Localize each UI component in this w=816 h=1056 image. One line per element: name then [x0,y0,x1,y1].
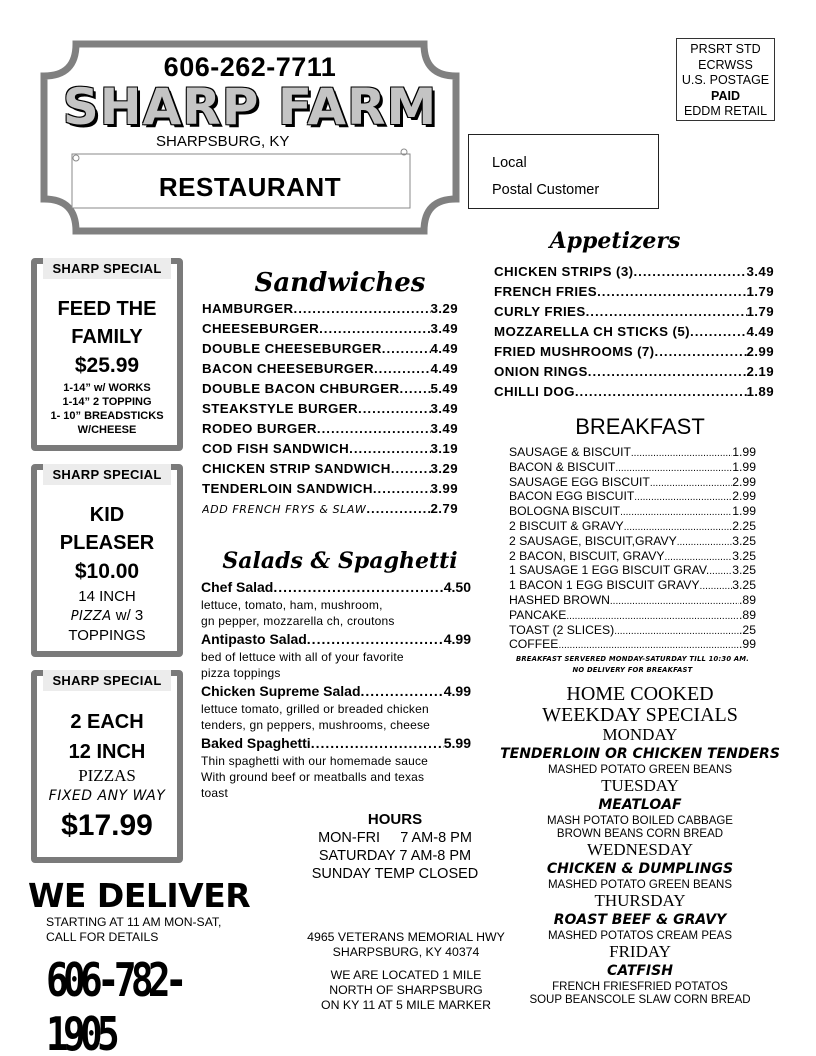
item-name: CHEESEBURGER [202,321,320,336]
item-price: 1.89 [746,384,774,399]
menu-item [494,304,774,324]
leader-dots [311,735,444,751]
leader-dots [358,401,430,416]
menu-item [509,637,756,652]
leader-dots [588,364,747,379]
item-name: DOUBLE BACON CHBURGER [202,381,400,396]
desc-line: With ground beef or meatballs and texas [201,770,425,784]
day-sides: MASHED POTATO GREEN BEANS [547,879,733,891]
special-title: PLEASER [59,532,155,554]
item-price: .25 [739,622,756,637]
menu-item [509,608,756,623]
item-price: .89 [739,607,756,622]
postage-line: PAID [711,88,740,103]
special-detail: 1- 10” BREADSTICKS [50,410,164,422]
salad-item [201,735,471,753]
menu-item [202,501,458,521]
day-dish: MEATLOAF [598,797,682,813]
delivery-block [28,876,298,1056]
addressee-line: Postal Customer [492,182,600,198]
item-price: 2.99 [732,474,756,489]
day-sides: MASH POTATO BOILED CABBAGE [547,815,733,827]
special-detail [37,606,177,626]
item-name: 1 SAUSAGE 1 EGG BISCUIT GRAV. [509,563,710,578]
leader-dots [294,301,431,316]
leader-dots [677,537,733,548]
desc-line: Thin spaghetti with our homemade sauce [201,754,429,768]
salads-list [201,579,471,803]
menu-item [509,445,756,460]
leader-dots [400,381,431,396]
menu-item [202,481,458,501]
leader-dots [700,581,733,592]
item-price: 3.25 [732,533,756,548]
item-price: 4.50 [443,579,471,595]
item-price: 2.79 [430,501,458,516]
hours-block [290,810,500,883]
special-title: 2 EACH [70,711,144,733]
item-name: CHILLI DOG [494,384,575,399]
leader-dots [374,361,431,376]
addressee-box [468,134,659,209]
item-price: 3.29 [430,301,458,316]
day-dish: TENDERLOIN OR CHICKEN TENDERS [500,746,780,762]
leader-dots [361,683,444,699]
weekday-heading: WEEKDAY SPECIALS [542,704,738,726]
item-price: 1.99 [732,504,756,519]
item-name: BOLOGNA BISCUIT [509,504,621,519]
menu-item [494,284,774,304]
salads-heading: Salads & Spaghetti [222,548,458,574]
postage-line: U.S. POSTAGE [681,73,770,87]
item-name: ONION RINGS [494,364,588,379]
salad-item [201,683,471,701]
leader-dots [597,284,746,299]
day-sides: FRENCH FRIESFRIED POTATOS [552,981,728,993]
special-detail-italic: PIZZA [70,609,112,624]
menu-item [494,264,774,284]
menu-item [202,441,458,461]
addressee-line: Local [492,155,527,171]
day-label: TUESDAY [601,776,679,795]
special-price: $10.00 [74,560,140,583]
item-name: HAMBURGER [202,301,294,316]
item-price: 3.49 [430,401,458,416]
item-price: 5.49 [430,381,458,396]
menu-item [202,321,458,341]
item-price: 4.49 [746,324,774,339]
address-line: 4965 VETERANS MEMORIAL HWY [307,930,505,944]
special-tag: SHARP SPECIAL [43,464,171,485]
leader-dots [319,321,430,336]
postage-line: PRSRT STD [690,42,761,56]
day-sides: MASHED POTATOS CREAM PEAS [547,930,733,942]
leader-dots [709,566,732,577]
salad-item [201,579,471,597]
leader-dots [620,507,732,518]
address-line: SHARPSBURG, KY 40374 [332,945,480,959]
leader-dots [373,481,431,496]
special-detail: 14 INCH [78,588,136,605]
menu-item [509,549,756,564]
special-title: 12 INCH [68,741,146,763]
special-detail: PIZZAS [78,766,136,785]
special-title: KID [89,504,125,526]
weekday-specials [490,684,790,1007]
item-name: PANCAKE [509,607,567,622]
day-label: WEDNESDAY [586,840,694,859]
delivery-subtitle: CALL FOR DETAILS [46,930,159,944]
item-name: BACON EGG BISCUIT [509,489,635,504]
breakfast-note: NO DELIVERY FOR BREAKFAST [572,666,693,675]
item-name: CHICKEN STRIP SANDWICH [202,461,391,476]
header-city: SHARPSBURG, KY [156,133,290,150]
item-price: 4.99 [443,683,471,699]
menu-item [202,361,458,381]
item-price: 1.99 [732,445,756,459]
leader-dots [624,522,733,533]
special-title: FAMILY [71,326,143,348]
item-price: 2.99 [732,489,756,504]
menu-item [509,623,756,638]
menu-item [509,578,756,593]
menu-item [509,593,756,608]
delivery-subtitle: STARTING AT 11 AM MON-SAT, [46,915,222,929]
postage-line: EDDM RETAIL [683,104,768,118]
menu-item [494,384,774,404]
item-price: 3.19 [430,441,458,456]
item-price: 3.49 [746,264,774,279]
menu-item [509,534,756,549]
item-price: 3.25 [732,563,756,578]
item-price: .89 [739,592,756,607]
item-name: Baked Spaghetti [201,735,311,751]
item-name: STEAKSTYLE BURGER [202,401,359,416]
special-feed-the-family [31,258,183,451]
menu-item [494,324,774,344]
item-price: 3.29 [430,461,458,476]
special-two-pizzas [31,670,183,863]
desc-line: lettuce, tomato, ham, mushroom, [201,598,383,612]
special-title: FEED THE [57,298,157,320]
item-name: TENDERLOIN SANDWICH [202,481,373,496]
item-price: 5.99 [443,735,471,751]
special-tag: SHARP SPECIAL [43,670,171,691]
header-sign [40,40,460,235]
leader-dots [655,344,747,359]
item-name: TOAST (2 SLICES) [509,622,615,637]
item-name: HASHED BROWN [509,592,610,607]
day-sides: BROWN BEANS CORN BREAD [556,828,724,840]
item-name: 2 BISCUIT & GRAVY [509,518,624,533]
special-price: $25.99 [74,354,140,377]
item-name: FRENCH FRIES [494,284,598,299]
location-line: WE ARE LOCATED 1 MILE [330,968,482,982]
hours-line: SUNDAY TEMP CLOSED [311,866,479,882]
menu-item [494,364,774,384]
item-price: 4.49 [430,361,458,376]
item-name: CURLY FRIES [494,304,586,319]
weekday-heading: HOME COOKED [566,683,714,705]
leader-dots [615,463,732,474]
item-price: 1.79 [746,284,774,299]
leader-dots [349,441,430,456]
leader-dots [665,552,733,563]
item-name: 2 SAUSAGE, BISCUIT,GRAVY [509,533,677,548]
special-detail: 1-14” 2 TOPPING [62,396,152,408]
special-kid-pleaser [31,464,183,657]
item-price: 2.99 [746,344,774,359]
hours-line: MON-FRI 7 AM-8 PM [318,830,472,846]
leader-dots [634,492,732,503]
breakfast-note: BREAKFAST SERVERED MONDAY-SATURDAY TILL 10:30 AM. [515,655,750,664]
sandwiches-list [202,301,458,521]
day-label: FRIDAY [609,942,671,961]
item-name: CHICKEN STRIPS (3) [494,264,634,279]
item-price: 4.49 [430,341,458,356]
salad-item [201,631,471,649]
menu-item [509,519,756,534]
special-detail: TOPPINGS [68,627,146,644]
item-name: BACON & BISCUIT [509,459,616,474]
item-description [201,753,471,801]
item-price: .99 [739,637,756,652]
appetizers-list [494,264,774,404]
breakfast-list [509,445,756,676]
item-name: ADD FRENCH FRYS & SLAW [202,503,367,516]
appetizers-heading: Appetizers [549,228,681,254]
leader-dots [391,461,431,476]
menu-item [202,421,458,441]
item-name: BACON CHEESEBURGER [202,361,374,376]
item-price: 1.99 [732,459,756,474]
item-name: Chef Salad [201,579,274,595]
item-name: Antipasto Salad [201,631,307,647]
postage-indicia [676,38,775,121]
leader-dots [273,579,443,595]
special-detail-rest: w/ 3 [111,607,144,624]
menu-item [202,381,458,401]
menu-item [509,460,756,475]
item-name: DOUBLE CHEESEBURGER [202,341,382,356]
delivery-phone[interactable]: 606-782-1905 [46,953,182,1056]
day-sides: SOUP BEANSCOLE SLAW CORN BREAD [529,994,751,1006]
item-name: SAUSAGE EGG BISCUIT [509,474,650,489]
item-name: COD FISH SANDWICH [202,441,350,456]
item-name: FRIED MUSHROOMS (7) [494,344,655,359]
menu-item [509,489,756,504]
menu-item [509,563,756,578]
leader-dots [650,478,732,489]
item-price: 3.25 [732,578,756,593]
postage-line: ECRWSS [698,57,753,72]
menu-item [202,341,458,361]
item-name: Chicken Supreme Salad [201,683,361,699]
day-dish: ROAST BEEF & GRAVY [553,912,727,928]
item-description [201,597,471,629]
special-detail: 1-14” w/ WORKS [63,382,151,394]
leader-dots [575,384,747,399]
menu-item [202,461,458,481]
item-name: 1 BACON 1 EGG BISCUIT GRAVY [509,578,700,593]
desc-line: bed of lettuce with all of your favorite [201,650,404,664]
desc-line: pizza toppings [201,666,281,680]
special-tag: SHARP SPECIAL [43,258,171,279]
location-line: ON KY 11 AT 5 MILE MARKER [321,998,491,1012]
day-label: MONDAY [602,725,678,744]
desc-line: toast [201,786,229,800]
desc-line: gn pepper, mozzarella ch, croutons [201,614,395,628]
day-label: THURSDAY [594,891,686,910]
item-name: COFFEE [509,637,559,652]
leader-dots [633,264,746,279]
sandwiches-heading: Sandwiches [254,268,426,298]
menu-item [202,301,458,321]
item-price: 3.25 [732,548,756,563]
item-price: 2.19 [746,364,774,379]
hours-line: SATURDAY 7 AM-8 PM [318,848,472,864]
hours-title: HOURS [367,811,423,828]
day-sides: MASHED POTATO GREEN BEANS [547,764,733,776]
brand-name: SHARP FARM [62,78,438,136]
item-description [201,701,471,733]
menu-item [509,475,756,490]
location-line: NORTH OF SHARPSBURG [329,983,483,997]
leader-dots [566,611,739,622]
leader-dots [586,304,747,319]
delivery-title: WE DELIVER [28,876,251,915]
item-price: 1.79 [746,304,774,319]
leader-dots [690,324,747,339]
item-price: 2.25 [732,518,756,533]
item-price: 3.49 [430,321,458,336]
leader-dots [366,501,430,516]
day-dish: CHICKEN & DUMPLINGS [546,861,734,877]
special-price: $17.99 [61,809,153,842]
item-price: 3.49 [430,421,458,436]
address-block [290,930,522,1013]
menu-item [202,401,458,421]
restaurant-banner: RESTAURANT [158,172,342,202]
item-price: 4.99 [443,631,471,647]
menu-item [494,344,774,364]
item-price: 3.99 [430,481,458,496]
item-name: 2 BACON, BISCUIT, GRAVY [509,548,665,563]
leader-dots [610,596,739,607]
leader-dots [614,626,739,637]
desc-line: lettuce tomato, grilled or breaded chicken [201,702,429,716]
day-dish: CATFISH [607,963,673,979]
item-name: RODEO BURGER [202,421,317,436]
leader-dots [317,421,431,436]
special-detail: W/CHEESE [77,424,137,436]
breakfast-heading: BREAKFAST [575,414,705,439]
header-phone: 606-262-7711 [163,52,337,82]
leader-dots [382,341,431,356]
item-name: MOZZARELLA CH STICKS (5) [494,324,690,339]
special-detail: FIXED ANY WAY [48,788,166,804]
item-description [201,649,471,681]
leader-dots [631,448,732,459]
leader-dots [558,640,739,651]
menu-item [509,504,756,519]
desc-line: tenders, gn peppers, mushrooms, cheese [201,718,431,732]
leader-dots [307,631,444,647]
item-name: SAUSAGE & BISCUIT [509,445,631,459]
